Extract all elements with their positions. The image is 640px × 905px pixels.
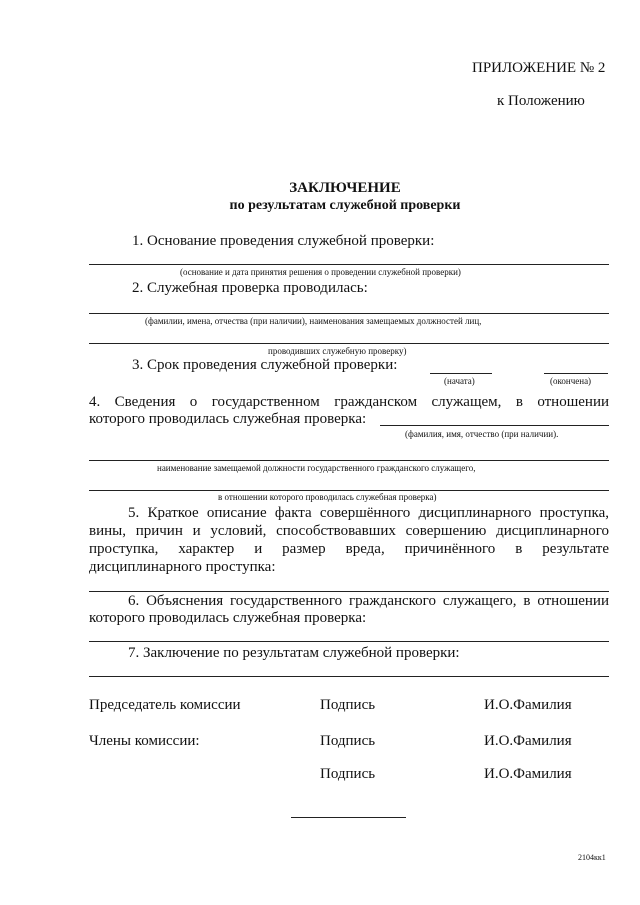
members-label: Члены комиссии: [89, 733, 200, 749]
item-4-fill-line-1 [380, 425, 609, 426]
item-2-caption-1: (фамилии, имена, отчества (при наличии), наименования замещаемых должностей лиц, [145, 316, 482, 326]
item-4-caption-1: (фамилия, имя, отчество (при наличии). [405, 429, 559, 439]
item-4-text-line-1: 4. Сведения о государственном гражданском служащем, в отношении [89, 394, 609, 410]
item-5-text-line-3: проступка, характер и размер вреда, причинённого в результате [89, 541, 609, 557]
appendix-to-regulation: к Положению [497, 93, 585, 109]
item-6-text-line-1: 6. Объяснения государственного гражданского служащего, в отношении [128, 593, 609, 609]
item-1-caption: (основание и дата принятия решения о проведении служебной проверки) [180, 267, 461, 277]
document-title: ЗАКЛЮЧЕНИЕ [289, 180, 401, 196]
item-3-start-caption: (начата) [444, 376, 475, 386]
item-5-text-line-4: дисциплинарного проступка: [89, 559, 276, 575]
document-subtitle: по результатам служебной проверки [229, 198, 461, 213]
item-7-fill-line [89, 676, 609, 677]
item-5-text-line-2: вины, причин и условий, способствовавших совершению дисциплинарного [89, 523, 609, 539]
member-2-name: И.О.Фамилия [484, 766, 572, 782]
item-7-label: 7. Заключение по результатам служебной проверки: [128, 645, 460, 661]
item-4-fill-line-3 [89, 490, 609, 491]
item-2-caption-2: проводивших служебную проверку) [268, 346, 407, 356]
item-6-fill-line [89, 641, 609, 642]
item-2-fill-line-2 [89, 343, 609, 344]
item-6-text-line-2: которого проводилась служебная проверка: [89, 610, 367, 626]
member-2-signature: Подпись [320, 766, 376, 782]
item-3-start-line [430, 373, 492, 374]
item-4-caption-3: в отношении которого проводилась служебная проверка) [218, 492, 437, 502]
item-5-fill-line [89, 591, 609, 592]
chair-signature: Подпись [320, 697, 376, 713]
footer-code: 2104кк1 [578, 853, 606, 862]
item-3-label: 3. Срок проведения служебной проверки: [132, 357, 398, 373]
item-4-text-line-2: которого проводилась служебная проверка: [89, 411, 367, 427]
item-2-label: 2. Служебная проверка проводилась: [132, 280, 368, 296]
chair-name: И.О.Фамилия [484, 697, 572, 713]
member-1-signature: Подпись [320, 733, 376, 749]
chair-label: Председатель комиссии [89, 697, 241, 713]
item-1-fill-line [89, 264, 609, 265]
closing-rule [291, 817, 406, 818]
appendix-number: ПРИЛОЖЕНИЕ № 2 [472, 60, 606, 76]
item-4-fill-line-2 [89, 460, 609, 461]
item-3-end-line [544, 373, 608, 374]
member-1-name: И.О.Фамилия [484, 733, 572, 749]
item-3-end-caption: (окончена) [550, 376, 592, 386]
item-1-label: 1. Основание проведения служебной проверки: [132, 233, 435, 249]
item-2-fill-line-1 [89, 313, 609, 314]
item-5-text-line-1: 5. Краткое описание факта совершённого дисциплинарного проступка, [128, 505, 609, 521]
item-4-caption-2: наименование замещаемой должности государственного гражданского служащего, [157, 463, 476, 473]
